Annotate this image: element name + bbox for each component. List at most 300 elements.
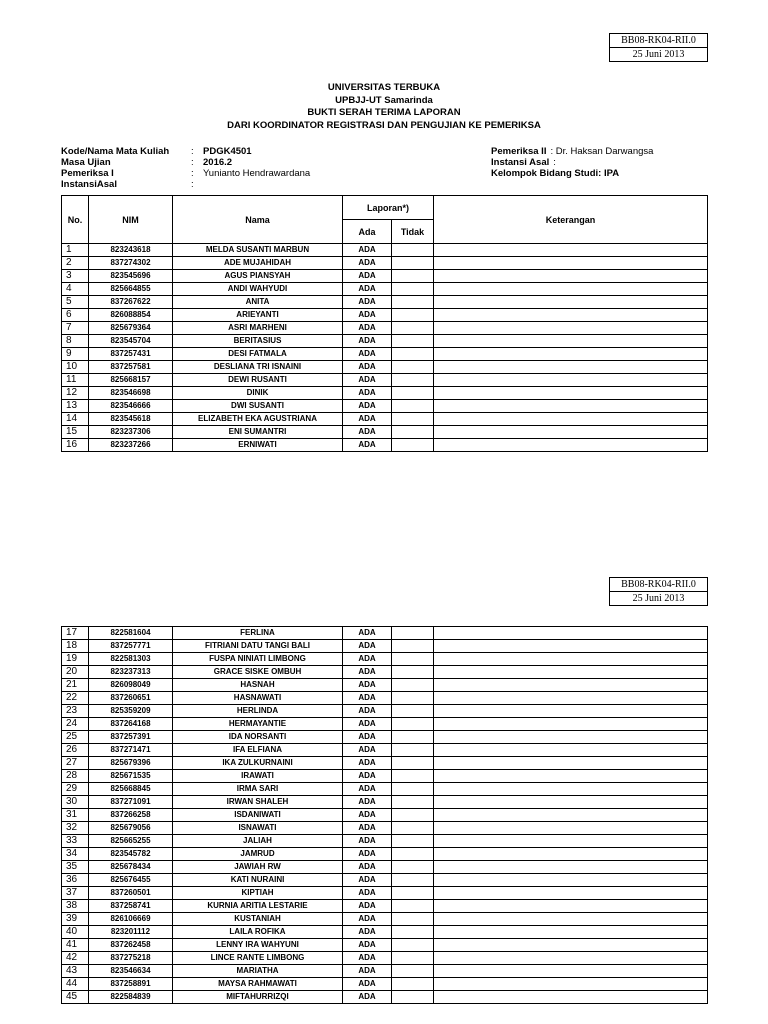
row-keterangan (434, 887, 708, 900)
table-row (62, 653, 708, 666)
row-tidak (392, 413, 434, 426)
row-tidak (392, 874, 434, 887)
row-tidak (392, 627, 434, 640)
doc-code-box (609, 33, 708, 62)
table-row (62, 335, 708, 348)
row-nim: 837271471 (89, 744, 173, 757)
row-number: 26 (62, 744, 89, 757)
row-nim: 837258741 (89, 900, 173, 913)
row-nama: DEWI RUSANTI (173, 374, 343, 387)
row-number: 11 (62, 374, 89, 387)
table-row (62, 757, 708, 770)
row-nama: LENNY IRA WAHYUNI (173, 939, 343, 952)
row-ada: ADA (343, 887, 392, 900)
header-unit: UPBJJ-UT Samarinda (335, 94, 433, 106)
row-number: 16 (62, 439, 89, 452)
row-tidak (392, 718, 434, 731)
row-number: 20 (62, 666, 89, 679)
table-row (62, 809, 708, 822)
row-tidak (392, 361, 434, 374)
row-nim: 823237266 (89, 439, 173, 452)
row-nama: ARIEYANTI (173, 309, 343, 322)
row-tidak (392, 640, 434, 653)
row-keterangan (434, 744, 708, 757)
row-keterangan (434, 718, 708, 731)
row-nama: HERLINDA (173, 705, 343, 718)
row-keterangan (434, 770, 708, 783)
row-keterangan (434, 679, 708, 692)
row-ada: ADA (343, 666, 392, 679)
row-ada: ADA (343, 257, 392, 270)
row-nim: 825668845 (89, 783, 173, 796)
row-nama: JALIAH (173, 835, 343, 848)
row-nim: 823545618 (89, 413, 173, 426)
table-row (62, 770, 708, 783)
row-keterangan (434, 874, 708, 887)
row-number: 19 (62, 653, 89, 666)
table-row (62, 978, 708, 991)
info-label: Kelompok Bidang Studi: IPA (491, 168, 620, 179)
row-keterangan (434, 861, 708, 874)
table-row (62, 991, 708, 1004)
row-ada: ADA (343, 861, 392, 874)
row-tidak (392, 835, 434, 848)
table-row (62, 348, 708, 361)
table-row (62, 666, 708, 679)
row-keterangan (434, 913, 708, 926)
row-keterangan (434, 848, 708, 861)
row-ada: ADA (343, 309, 392, 322)
row-nama: JAWIAH RW (173, 861, 343, 874)
row-nama: HERMAYANTIE (173, 718, 343, 731)
row-nim: 837271091 (89, 796, 173, 809)
row-number: 27 (62, 757, 89, 770)
row-keterangan (434, 991, 708, 1004)
col-header-keterangan: Keterangan (434, 196, 708, 244)
info-label: InstansiAsal (61, 179, 117, 190)
table-row (62, 322, 708, 335)
row-number: 22 (62, 692, 89, 705)
row-tidak (392, 822, 434, 835)
row-number: 10 (62, 361, 89, 374)
row-tidak (392, 257, 434, 270)
student-table-page-2 (61, 626, 708, 1004)
row-ada: ADA (343, 718, 392, 731)
row-nim: 837262458 (89, 939, 173, 952)
row-number: 39 (62, 913, 89, 926)
row-tidak (392, 439, 434, 452)
row-tidak (392, 887, 434, 900)
info-row-examiner-1: Pemeriksa I : Yunianto Hendrawardana (61, 168, 311, 179)
table-row (62, 309, 708, 322)
row-nim: 823237313 (89, 666, 173, 679)
row-keterangan (434, 900, 708, 913)
row-ada: ADA (343, 692, 392, 705)
row-nama: KUSTANIAH (173, 913, 343, 926)
info-row-institution: InstansiAsal : (61, 179, 194, 190)
table-row (62, 835, 708, 848)
row-tidak (392, 666, 434, 679)
col-header-nim: NIM (89, 196, 173, 244)
row-keterangan (434, 835, 708, 848)
row-nama: KATI NURAINI (173, 874, 343, 887)
row-tidak (392, 400, 434, 413)
row-nama: IKA ZULKURNAINI (173, 757, 343, 770)
row-keterangan (434, 400, 708, 413)
info-right (491, 146, 653, 179)
row-tidak (392, 374, 434, 387)
row-keterangan (434, 757, 708, 770)
row-number: 28 (62, 770, 89, 783)
row-nama: MELDA SUSANTI MARBUN (173, 244, 343, 257)
row-nama: ISNAWATI (173, 822, 343, 835)
info-label: Pemeriksa II (491, 146, 547, 157)
row-nama: ERNIWATI (173, 439, 343, 452)
row-nama: LINCE RANTE LIMBONG (173, 952, 343, 965)
table-row (62, 900, 708, 913)
row-tidak (392, 426, 434, 439)
row-ada: ADA (343, 705, 392, 718)
row-tidak (392, 270, 434, 283)
row-ada: ADA (343, 939, 392, 952)
table-row (62, 744, 708, 757)
row-nim: 825679364 (89, 322, 173, 335)
table-row (62, 705, 708, 718)
row-number: 45 (62, 991, 89, 1004)
student-table-page-1 (61, 195, 708, 452)
row-ada: ADA (343, 374, 392, 387)
row-ada: ADA (343, 744, 392, 757)
row-keterangan (434, 296, 708, 309)
col-header-ada: Ada (343, 220, 392, 244)
row-tidak (392, 848, 434, 861)
table-row (62, 426, 708, 439)
row-number: 33 (62, 835, 89, 848)
row-tidak (392, 692, 434, 705)
row-nim: 825665255 (89, 835, 173, 848)
row-nim: 822584839 (89, 991, 173, 1004)
doc-date: 25 Juni 2013 (610, 592, 708, 606)
row-nama: IRMA SARI (173, 783, 343, 796)
col-header-laporan: Laporan*) (343, 196, 434, 220)
row-nama: JAMRUD (173, 848, 343, 861)
row-nim: 837275218 (89, 952, 173, 965)
info-value-course: PDGK4501 (203, 146, 252, 157)
row-nim: 823237306 (89, 426, 173, 439)
row-keterangan (434, 426, 708, 439)
row-number: 18 (62, 640, 89, 653)
row-nama: DINIK (173, 387, 343, 400)
row-ada: ADA (343, 322, 392, 335)
row-ada: ADA (343, 426, 392, 439)
info-row-examiner-2 (491, 146, 653, 157)
row-tidak (392, 926, 434, 939)
row-number: 6 (62, 309, 89, 322)
row-nim: 837260501 (89, 887, 173, 900)
row-nim: 823545696 (89, 270, 173, 283)
row-ada: ADA (343, 653, 392, 666)
row-nim: 837257771 (89, 640, 173, 653)
row-ada: ADA (343, 783, 392, 796)
row-nama: FERLINA (173, 627, 343, 640)
info-value-examiner-1: Yunianto Hendrawardana (203, 168, 311, 179)
row-number: 13 (62, 400, 89, 413)
table-row (62, 374, 708, 387)
row-ada: ADA (343, 796, 392, 809)
row-ada: ADA (343, 439, 392, 452)
row-keterangan (434, 783, 708, 796)
row-number: 32 (62, 822, 89, 835)
row-tidak (392, 348, 434, 361)
row-ada: ADA (343, 978, 392, 991)
table-row (62, 439, 708, 452)
row-number: 17 (62, 627, 89, 640)
row-number: 21 (62, 679, 89, 692)
row-ada: ADA (343, 991, 392, 1004)
table-row (62, 718, 708, 731)
row-nama: AGUS PIANSYAH (173, 270, 343, 283)
row-ada: ADA (343, 679, 392, 692)
row-ada: ADA (343, 835, 392, 848)
row-nim: 825679396 (89, 757, 173, 770)
row-nim: 823243618 (89, 244, 173, 257)
row-nama: ISDANIWATI (173, 809, 343, 822)
row-tidak (392, 283, 434, 296)
row-ada: ADA (343, 913, 392, 926)
row-number: 42 (62, 952, 89, 965)
row-ada: ADA (343, 640, 392, 653)
row-tidak (392, 744, 434, 757)
row-nim: 837257431 (89, 348, 173, 361)
row-ada: ADA (343, 965, 392, 978)
table-row (62, 296, 708, 309)
row-ada: ADA (343, 627, 392, 640)
row-tidak (392, 978, 434, 991)
row-keterangan (434, 926, 708, 939)
row-nim: 825676455 (89, 874, 173, 887)
row-tidak (392, 861, 434, 874)
row-nama: ANDI WAHYUDI (173, 283, 343, 296)
row-nim: 823546634 (89, 965, 173, 978)
row-nim: 837274302 (89, 257, 173, 270)
row-number: 38 (62, 900, 89, 913)
row-ada: ADA (343, 926, 392, 939)
row-keterangan (434, 335, 708, 348)
row-nama: ASRI MARHENI (173, 322, 343, 335)
row-nim: 826098049 (89, 679, 173, 692)
row-number: 44 (62, 978, 89, 991)
info-value-examiner-2: : Dr. Haksan Darwangsa (550, 146, 654, 157)
row-nama: KIPTIAH (173, 887, 343, 900)
row-tidak (392, 952, 434, 965)
row-nim: 837257581 (89, 361, 173, 374)
row-ada: ADA (343, 900, 392, 913)
row-tidak (392, 965, 434, 978)
row-tidak (392, 335, 434, 348)
row-keterangan (434, 627, 708, 640)
table-row (62, 861, 708, 874)
row-nama: ANITA (173, 296, 343, 309)
row-number: 7 (62, 322, 89, 335)
row-nim: 825678434 (89, 861, 173, 874)
row-nama: GRACE SISKE OMBUH (173, 666, 343, 679)
header-title: BUKTI SERAH TERIMA LAPORAN (307, 107, 461, 118)
table-row (62, 796, 708, 809)
row-nama: MARIATHA (173, 965, 343, 978)
row-keterangan (434, 640, 708, 653)
row-number: 9 (62, 348, 89, 361)
info-row-institution-2 (491, 157, 653, 168)
row-nim: 823545782 (89, 848, 173, 861)
row-nim: 822581604 (89, 627, 173, 640)
table-row (62, 270, 708, 283)
table-row (62, 848, 708, 861)
row-nim: 825679056 (89, 822, 173, 835)
table-row (62, 731, 708, 744)
row-keterangan (434, 283, 708, 296)
row-keterangan (434, 244, 708, 257)
row-tidak (392, 809, 434, 822)
col-header-no: No. (62, 196, 89, 244)
table-row (62, 783, 708, 796)
row-nim: 823545704 (89, 335, 173, 348)
row-ada: ADA (343, 283, 392, 296)
row-nama: IRWAN SHALEH (173, 796, 343, 809)
row-nim: 837264168 (89, 718, 173, 731)
row-number: 37 (62, 887, 89, 900)
row-tidak (392, 731, 434, 744)
row-number: 12 (62, 387, 89, 400)
row-nama: MAYSA RAHMAWATI (173, 978, 343, 991)
row-number: 41 (62, 939, 89, 952)
row-ada: ADA (343, 348, 392, 361)
row-ada: ADA (343, 387, 392, 400)
row-keterangan (434, 387, 708, 400)
row-tidak (392, 900, 434, 913)
row-tidak (392, 991, 434, 1004)
row-nim: 825664855 (89, 283, 173, 296)
report-header (0, 82, 768, 132)
row-nim: 837267622 (89, 296, 173, 309)
row-tidak (392, 939, 434, 952)
row-nama: ENI SUMANTRI (173, 426, 343, 439)
row-nama: FITRIANI DATU TANGI BALI (173, 640, 343, 653)
row-keterangan (434, 978, 708, 991)
doc-code: BB08-RK04-RII.0 (610, 578, 708, 592)
row-keterangan (434, 270, 708, 283)
row-tidak (392, 705, 434, 718)
table-row (62, 965, 708, 978)
row-keterangan (434, 796, 708, 809)
row-nim: 837258891 (89, 978, 173, 991)
row-nama: KURNIA ARITIA LESTARIE (173, 900, 343, 913)
row-nama: IFA ELFIANA (173, 744, 343, 757)
row-number: 35 (62, 861, 89, 874)
table-row (62, 952, 708, 965)
row-keterangan (434, 309, 708, 322)
row-nama: LAILA ROFIKA (173, 926, 343, 939)
table-row (62, 257, 708, 270)
table-row (62, 887, 708, 900)
row-ada: ADA (343, 874, 392, 887)
row-tidak (392, 757, 434, 770)
row-ada: ADA (343, 757, 392, 770)
doc-code-box-page-2 (609, 577, 708, 606)
row-keterangan (434, 348, 708, 361)
row-keterangan (434, 952, 708, 965)
col-header-nama: Nama (173, 196, 343, 244)
row-nama: IRAWATI (173, 770, 343, 783)
row-number: 31 (62, 809, 89, 822)
row-nim: 825671535 (89, 770, 173, 783)
row-number: 34 (62, 848, 89, 861)
row-ada: ADA (343, 809, 392, 822)
row-number: 15 (62, 426, 89, 439)
row-nim: 825668157 (89, 374, 173, 387)
row-tidak (392, 796, 434, 809)
row-nim: 826088854 (89, 309, 173, 322)
row-number: 8 (62, 335, 89, 348)
row-ada: ADA (343, 296, 392, 309)
row-ada: ADA (343, 270, 392, 283)
row-nim: 837266258 (89, 809, 173, 822)
info-label: Instansi Asal (491, 157, 550, 168)
table-row (62, 926, 708, 939)
row-nim: 837260651 (89, 692, 173, 705)
header-university: UNIVERSITAS TERBUKA (327, 82, 441, 93)
row-keterangan (434, 257, 708, 270)
row-number: 24 (62, 718, 89, 731)
info-row-study-group (491, 168, 653, 179)
header-subtitle: DARI KOORDINATOR REGISTRASI DAN PENGUJIAN KE PEMERIKSA (227, 119, 541, 131)
table-row (62, 283, 708, 296)
row-tidak (392, 322, 434, 335)
row-nama: ADE MUJAHIDAH (173, 257, 343, 270)
row-nama: FUSPA NINIATI LIMBONG (173, 653, 343, 666)
row-keterangan (434, 666, 708, 679)
row-tidak (392, 244, 434, 257)
row-nama: DESLIANA TRI ISNAINI (173, 361, 343, 374)
row-keterangan (434, 361, 708, 374)
row-tidak (392, 653, 434, 666)
table-row (62, 244, 708, 257)
row-tidak (392, 679, 434, 692)
table-row (62, 640, 708, 653)
row-number: 23 (62, 705, 89, 718)
row-number: 30 (62, 796, 89, 809)
row-keterangan (434, 322, 708, 335)
row-ada: ADA (343, 848, 392, 861)
row-nama: ELIZABETH EKA AGUSTRIANA (173, 413, 343, 426)
row-nama: DESI FATMALA (173, 348, 343, 361)
row-keterangan (434, 413, 708, 426)
row-tidak (392, 770, 434, 783)
row-tidak (392, 387, 434, 400)
doc-code: BB08-RK04-RII.0 (610, 34, 708, 48)
info-row-exam-period: Masa Ujian : 2016.2 (61, 157, 233, 168)
row-ada: ADA (343, 361, 392, 374)
row-number: 3 (62, 270, 89, 283)
row-keterangan (434, 809, 708, 822)
table-row (62, 822, 708, 835)
info-label: Kode/Nama Mata Kuliah (61, 146, 170, 157)
row-keterangan (434, 939, 708, 952)
row-keterangan (434, 653, 708, 666)
row-tidak (392, 309, 434, 322)
row-nim: 822581303 (89, 653, 173, 666)
row-tidak (392, 913, 434, 926)
info-value-institution-2: : (553, 157, 556, 168)
